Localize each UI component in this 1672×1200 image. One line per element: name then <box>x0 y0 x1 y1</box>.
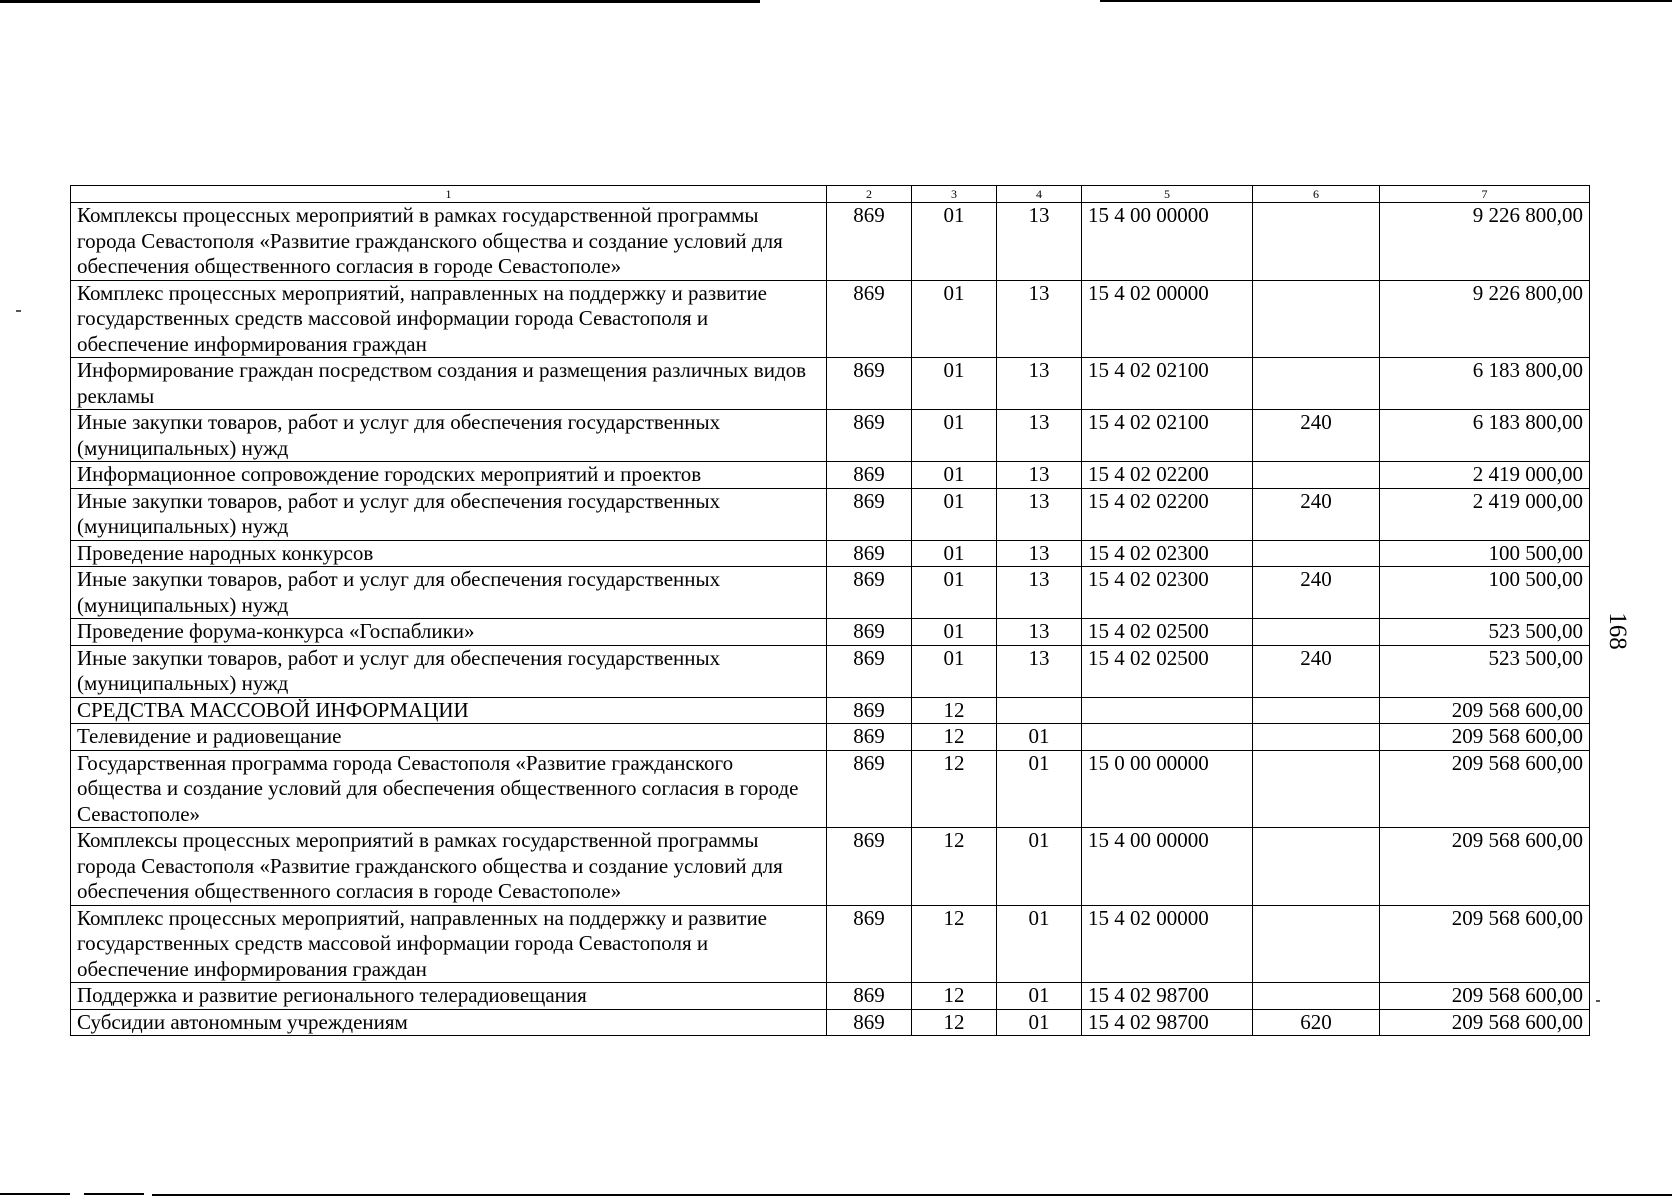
item-name-cell: Иные закупки товаров, работ и услуг для обеспечения государственных (муниципальных) нужд <box>71 410 827 462</box>
subsection-code-cell: 13 <box>997 567 1082 619</box>
subsection-code-cell: 13 <box>997 645 1082 697</box>
amount-cell: 100 500,00 <box>1380 540 1590 567</box>
department-code-cell: 869 <box>827 828 912 906</box>
subsection-code-cell: 13 <box>997 619 1082 646</box>
column-number-row <box>71 186 1590 203</box>
item-name-cell: Иные закупки товаров, работ и услуг для обеспечения государственных (муниципальных) нужд <box>71 567 827 619</box>
subsection-code-cell <box>997 697 1082 724</box>
subsection-code-cell: 01 <box>997 750 1082 828</box>
target-article-cell: 15 4 02 02500 <box>1082 645 1253 697</box>
section-code-cell: 12 <box>912 1009 997 1036</box>
table-row <box>71 462 1590 489</box>
department-code-cell: 869 <box>827 203 912 281</box>
subsection-code-cell: 01 <box>997 905 1082 983</box>
table-row <box>71 828 1590 906</box>
page-number: 168 <box>1604 612 1631 650</box>
column-number: 4 <box>997 186 1082 203</box>
expense-type-cell: 240 <box>1253 567 1380 619</box>
item-name-cell: Телевидение и радиовещание <box>71 724 827 751</box>
scan-speck <box>16 310 21 312</box>
section-code-cell: 12 <box>912 697 997 724</box>
scan-edge-line <box>1100 0 1672 2</box>
table-row <box>71 645 1590 697</box>
department-code-cell: 869 <box>827 540 912 567</box>
section-code-cell: 01 <box>912 358 997 410</box>
item-name-cell: Иные закупки товаров, работ и услуг для обеспечения государственных (муниципальных) нужд <box>71 645 827 697</box>
section-code-cell: 12 <box>912 724 997 751</box>
item-name-cell: Комплексы процессных мероприятий в рамках государственной программы города Севастополя «Развитие гражданского общества и создание условий для обеспечения общественного согласия в городе Севастополе» <box>71 828 827 906</box>
department-code-cell: 869 <box>827 697 912 724</box>
expense-type-cell <box>1253 619 1380 646</box>
expense-type-cell <box>1253 983 1380 1010</box>
table-row <box>71 724 1590 751</box>
amount-cell: 100 500,00 <box>1380 567 1590 619</box>
column-number: 5 <box>1082 186 1253 203</box>
table-row <box>71 203 1590 281</box>
target-article-cell: 15 0 00 00000 <box>1082 750 1253 828</box>
subsection-code-cell: 13 <box>997 280 1082 358</box>
amount-cell: 209 568 600,00 <box>1380 724 1590 751</box>
expense-type-cell: 240 <box>1253 645 1380 697</box>
section-code-cell: 12 <box>912 983 997 1010</box>
item-name-cell: Проведение форума-конкурса «Госпаблики» <box>71 619 827 646</box>
amount-cell: 2 419 000,00 <box>1380 462 1590 489</box>
subsection-code-cell: 13 <box>997 203 1082 281</box>
department-code-cell: 869 <box>827 750 912 828</box>
target-article-cell <box>1082 697 1253 724</box>
table-row <box>71 488 1590 540</box>
table-row <box>71 983 1590 1010</box>
department-code-cell: 869 <box>827 410 912 462</box>
item-name-cell: Проведение народных конкурсов <box>71 540 827 567</box>
scan-speck <box>1596 1000 1600 1002</box>
subsection-code-cell: 01 <box>997 724 1082 751</box>
target-article-cell: 15 4 02 02200 <box>1082 462 1253 489</box>
table-row <box>71 358 1590 410</box>
department-code-cell: 869 <box>827 983 912 1010</box>
scan-edge-line <box>0 1193 70 1195</box>
section-code-cell: 01 <box>912 645 997 697</box>
section-code-cell: 01 <box>912 280 997 358</box>
target-article-cell: 15 4 02 02100 <box>1082 410 1253 462</box>
amount-cell: 9 226 800,00 <box>1380 280 1590 358</box>
column-number: 1 <box>71 186 827 203</box>
item-name-cell: Иные закупки товаров, работ и услуг для обеспечения государственных (муниципальных) нужд <box>71 488 827 540</box>
department-code-cell: 869 <box>827 619 912 646</box>
amount-cell: 209 568 600,00 <box>1380 905 1590 983</box>
table-row <box>71 905 1590 983</box>
item-name-cell: Комплекс процессных мероприятий, направленных на поддержку и развитие государственных средств массовой информации города Севастополя и обеспечение информирования граждан <box>71 905 827 983</box>
amount-cell: 6 183 800,00 <box>1380 358 1590 410</box>
scan-edge-line <box>0 0 760 3</box>
table-body <box>71 186 1590 1036</box>
target-article-cell: 15 4 02 00000 <box>1082 280 1253 358</box>
table-row <box>71 410 1590 462</box>
target-article-cell <box>1082 724 1253 751</box>
item-name-cell: Поддержка и развитие регионального телерадиовещания <box>71 983 827 1010</box>
department-code-cell: 869 <box>827 645 912 697</box>
subsection-code-cell: 01 <box>997 828 1082 906</box>
budget-table <box>70 185 1590 1036</box>
expense-type-cell: 620 <box>1253 1009 1380 1036</box>
section-code-cell: 01 <box>912 203 997 281</box>
column-number: 2 <box>827 186 912 203</box>
section-code-cell: 01 <box>912 462 997 489</box>
item-name-cell: Информационное сопровождение городских мероприятий и проектов <box>71 462 827 489</box>
department-code-cell: 869 <box>827 1009 912 1036</box>
expense-type-cell <box>1253 750 1380 828</box>
scan-edge-line <box>152 1194 1672 1196</box>
expense-type-cell <box>1253 358 1380 410</box>
amount-cell: 9 226 800,00 <box>1380 203 1590 281</box>
department-code-cell: 869 <box>827 462 912 489</box>
target-article-cell: 15 4 02 02500 <box>1082 619 1253 646</box>
target-article-cell: 15 4 02 02300 <box>1082 540 1253 567</box>
expense-type-cell: 240 <box>1253 410 1380 462</box>
subsection-code-cell: 13 <box>997 358 1082 410</box>
amount-cell: 209 568 600,00 <box>1380 697 1590 724</box>
target-article-cell: 15 4 02 00000 <box>1082 905 1253 983</box>
department-code-cell: 869 <box>827 724 912 751</box>
amount-cell: 523 500,00 <box>1380 619 1590 646</box>
amount-cell: 209 568 600,00 <box>1380 750 1590 828</box>
table-row <box>71 567 1590 619</box>
section-code-cell: 12 <box>912 750 997 828</box>
expense-type-cell: 240 <box>1253 488 1380 540</box>
expense-type-cell <box>1253 905 1380 983</box>
expense-type-cell <box>1253 462 1380 489</box>
subsection-code-cell: 01 <box>997 1009 1082 1036</box>
subsection-code-cell: 13 <box>997 488 1082 540</box>
subsection-code-cell: 13 <box>997 410 1082 462</box>
table-row <box>71 619 1590 646</box>
scan-edge-line <box>84 1193 144 1195</box>
section-code-cell: 01 <box>912 488 997 540</box>
item-name-cell: СРЕДСТВА МАССОВОЙ ИНФОРМАЦИИ <box>71 697 827 724</box>
target-article-cell: 15 4 02 02100 <box>1082 358 1253 410</box>
department-code-cell: 869 <box>827 280 912 358</box>
target-article-cell: 15 4 02 02200 <box>1082 488 1253 540</box>
department-code-cell: 869 <box>827 358 912 410</box>
subsection-code-cell: 13 <box>997 462 1082 489</box>
amount-cell: 523 500,00 <box>1380 645 1590 697</box>
item-name-cell: Информирование граждан посредством создания и размещения различных видов рекламы <box>71 358 827 410</box>
amount-cell: 6 183 800,00 <box>1380 410 1590 462</box>
section-code-cell: 01 <box>912 410 997 462</box>
table-row <box>71 280 1590 358</box>
section-code-cell: 12 <box>912 828 997 906</box>
section-code-cell: 01 <box>912 540 997 567</box>
expense-type-cell <box>1253 697 1380 724</box>
department-code-cell: 869 <box>827 488 912 540</box>
column-number: 7 <box>1380 186 1590 203</box>
amount-cell: 209 568 600,00 <box>1380 828 1590 906</box>
section-code-cell: 01 <box>912 619 997 646</box>
expense-type-cell <box>1253 540 1380 567</box>
table-row <box>71 750 1590 828</box>
department-code-cell: 869 <box>827 567 912 619</box>
target-article-cell: 15 4 02 02300 <box>1082 567 1253 619</box>
column-number: 3 <box>912 186 997 203</box>
amount-cell: 209 568 600,00 <box>1380 983 1590 1010</box>
target-article-cell: 15 4 00 00000 <box>1082 203 1253 281</box>
expense-type-cell <box>1253 724 1380 751</box>
expense-type-cell <box>1253 203 1380 281</box>
amount-cell: 2 419 000,00 <box>1380 488 1590 540</box>
expense-type-cell <box>1253 280 1380 358</box>
section-code-cell: 12 <box>912 905 997 983</box>
item-name-cell: Субсидии автономным учреждениям <box>71 1009 827 1036</box>
target-article-cell: 15 4 02 98700 <box>1082 983 1253 1010</box>
table-row <box>71 1009 1590 1036</box>
section-code-cell: 01 <box>912 567 997 619</box>
table-row <box>71 540 1590 567</box>
target-article-cell: 15 4 00 00000 <box>1082 828 1253 906</box>
department-code-cell: 869 <box>827 905 912 983</box>
column-number: 6 <box>1253 186 1380 203</box>
expense-type-cell <box>1253 828 1380 906</box>
table-row <box>71 697 1590 724</box>
item-name-cell: Государственная программа города Севастополя «Развитие гражданского общества и создание условий для обеспечения общественного согласия в городе Севастополе» <box>71 750 827 828</box>
item-name-cell: Комплексы процессных мероприятий в рамках государственной программы города Севастополя «Развитие гражданского общества и создание условий для обеспечения общественного согласия в городе Севастополе» <box>71 203 827 281</box>
item-name-cell: Комплекс процессных мероприятий, направленных на поддержку и развитие государственных средств массовой информации города Севастополя и обеспечение информирования граждан <box>71 280 827 358</box>
target-article-cell: 15 4 02 98700 <box>1082 1009 1253 1036</box>
subsection-code-cell: 01 <box>997 983 1082 1010</box>
amount-cell: 209 568 600,00 <box>1380 1009 1590 1036</box>
subsection-code-cell: 13 <box>997 540 1082 567</box>
